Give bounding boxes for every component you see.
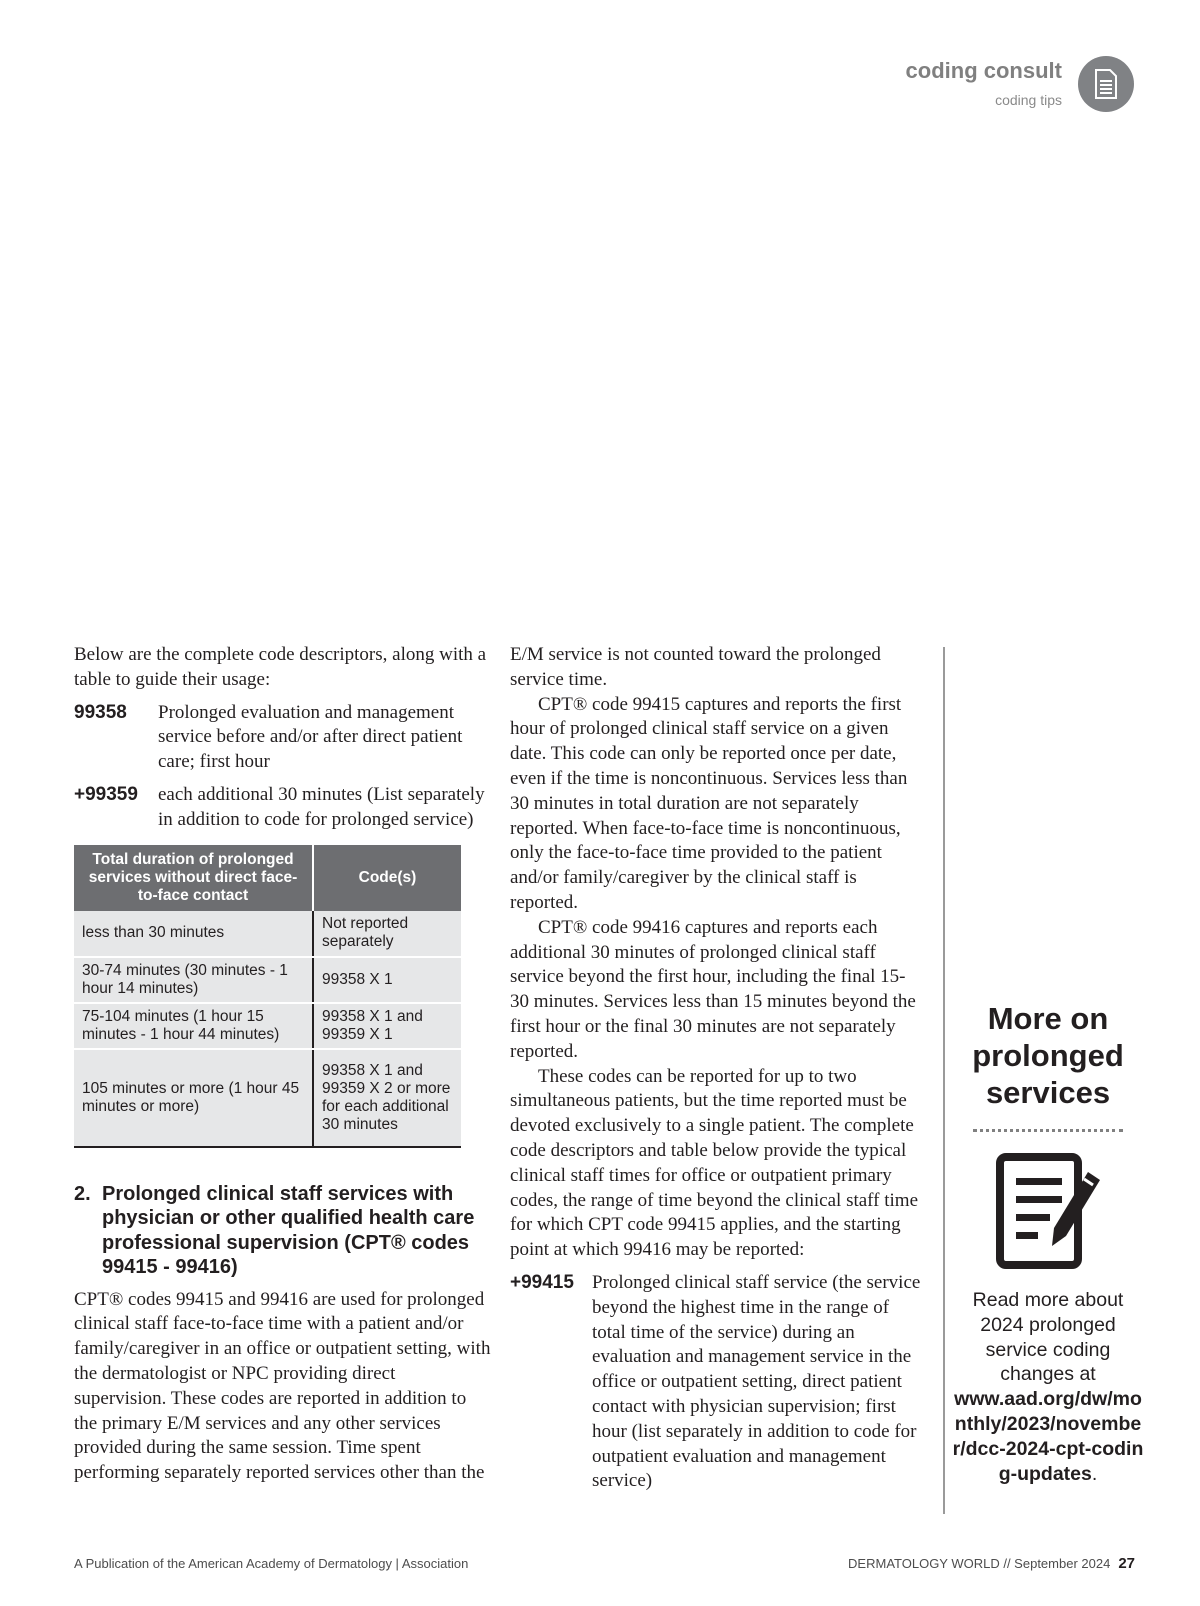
codes-cell: 99358 X 1 and 99359 X 2 or more for each additional 30 minutes [313,1049,461,1147]
link-period: . [1091,1462,1098,1485]
codes-cell: 99358 X 1 and 99359 X 1 [313,1003,461,1049]
duration-cell: 105 minutes or more (1 hour 45 minutes or more) [74,1049,313,1147]
code-descriptor-99415 [510,1271,922,1494]
sidebar-text [952,1288,1144,1486]
sidebar-description: Read more about 2024 prolonged service coding changes at [972,1289,1124,1386]
column-divider [943,647,945,1514]
duration-cell: 30-74 minutes (30 minutes - 1 hour 14 minutes) [74,957,313,1003]
footer-publication: A Publication of the American Academy of Dermatology | Association [74,1556,469,1571]
footer-issue-text: DERMATOLOGY WORLD // September 2024 [848,1556,1111,1571]
notepad-pen-icon [992,1152,1104,1274]
table-row [74,1049,461,1147]
codes-cell: Not reported separately [313,911,461,957]
code-label: +99415 [510,1271,574,1293]
section-subtitle: coding tips [995,92,1062,108]
section-heading [74,1182,492,1280]
column-header-codes: Code(s) [313,845,461,911]
intro-paragraph: Below are the complete code descriptors, along with a table to guide their usage: [74,644,487,690]
paragraph: CPT® code 99415 captures and reports the first hour of prolonged clinical staff service on a given date. This code can only be reported once per date, even if the time is noncontinuous. Services less than 30 minutes in total duration are not separately reported. When face-to-face time is noncontinuous, only the face-to-face time provided to the patient and/or family/caregiver by the clinical staff is reported. [510,693,908,913]
section-heading-text: Prolonged clinical staff services with physician or other qualified health care professional supervision (CPT® codes 99415 - 99416) [102,1182,475,1279]
code-description: Prolonged evaluation and management service before and/or after direct patient care; first hour [158,701,463,773]
code-descriptor-99358 [74,701,492,775]
section-paragraph: CPT® codes 99415 and 99416 are used for prolonged clinical staff face-to-face time with a patient and/or family/caregiver in an office or outpatient setting, with the dermatologist or NPC providing direct supervision. These codes are reported in addition to the primary E/M services and any other services provided during the same session. Time spent performing separately reported services other than the [74,1288,491,1484]
middle-column [510,643,922,1494]
code-label: 99358 [74,701,127,723]
table-row [74,957,461,1003]
sidebar-title: More on prolonged services [972,1001,1124,1110]
code-descriptor-99359 [74,783,492,833]
section-title: coding consult [905,58,1062,83]
table-header-row [74,845,461,911]
table-row [74,911,461,957]
sidebar [952,1000,1144,1486]
codes-cell: 99358 X 1 [313,957,461,1003]
paragraph: These codes can be reported for up to two simultaneous patients, but the time reported must be devoted exclusively to a single patient. The complete code descriptors and table below provide the typical clinical staff times for office or outpatient primary codes, the range of time beyond the clinical staff time for which CPT code 99415 applies, and the starting point at which 99416 may be reported: [510,1065,919,1261]
left-column [74,643,492,1486]
sidebar-link[interactable]: www.aad.org/dw/monthly/2023/november/dcc-2024-cpt-coding-updates [952,1388,1144,1485]
paragraph: CPT® code 99416 captures and reports each additional 30 minutes of prolonged clinical staff service beyond the first hour, including the final 15-30 minutes. Services less than 15 minutes beyond the first hour or the final 30 minutes are not separately reported. [510,916,916,1062]
duration-cell: 75-104 minutes (1 hour 15 minutes - 1 hour 44 minutes) [74,1003,313,1049]
duration-cell: less than 30 minutes [74,911,313,957]
code-description: each additional 30 minutes (List separately in addition to code for prolonged service) [158,783,485,830]
section-number: 2. [74,1182,91,1205]
column-header-duration: Total duration of prolonged services without direct face-to-face contact [74,845,313,911]
code-label: +99359 [74,783,138,805]
prolonged-services-table [74,845,461,1148]
table-row [74,1003,461,1049]
code-description: Prolonged clinical staff service (the service beyond the highest time in the range of total time of the service) during an evaluation and management service in the office or outpatient setting, direct patient contact with physician supervision; first hour (list separately in addition to code for outpatient evaluation and management service) [592,1271,921,1492]
dotted-divider [973,1129,1123,1132]
document-icon [1078,56,1134,112]
paragraph: E/M service is not counted toward the prolonged service time. [510,644,881,690]
page-number: 27 [1118,1555,1135,1572]
footer-issue [848,1555,1135,1572]
